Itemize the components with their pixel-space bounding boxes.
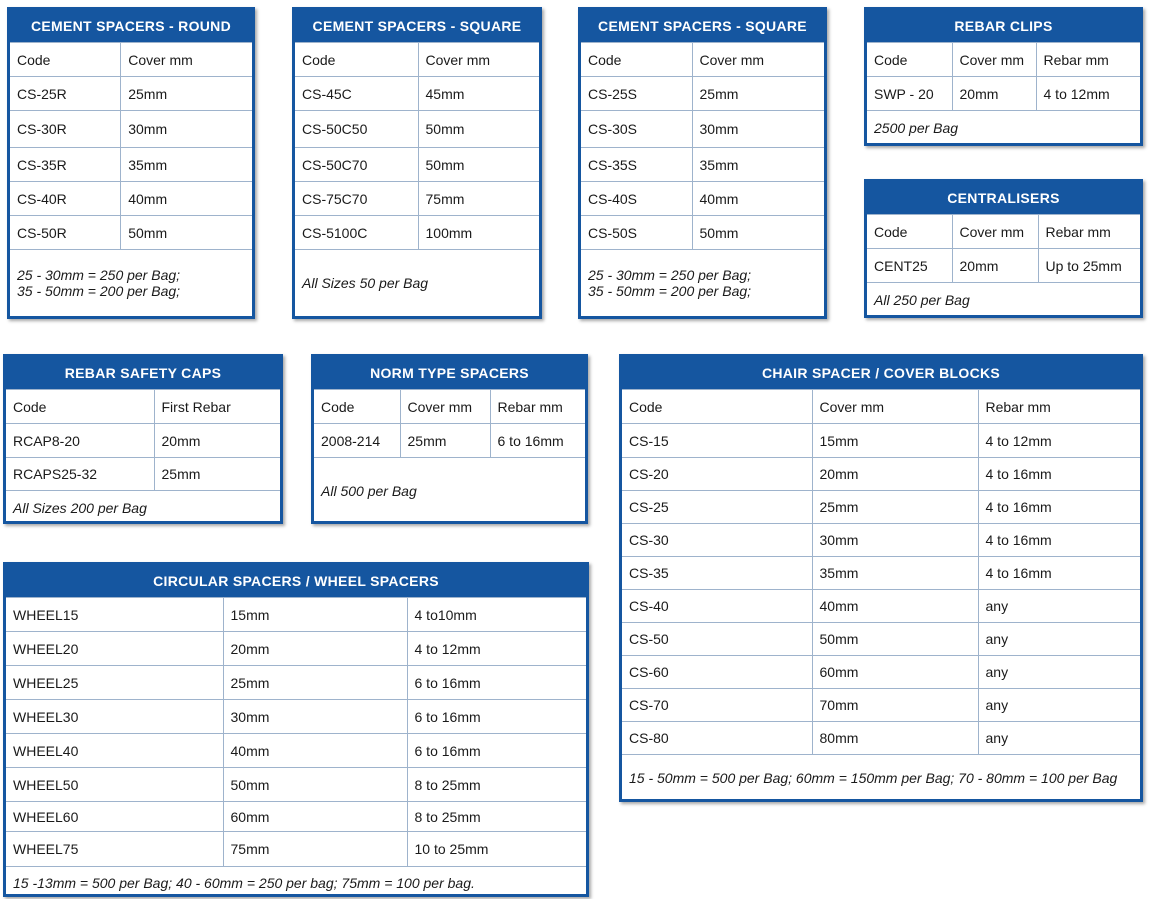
table-cell: Code: [295, 43, 418, 77]
bag-quantity-note: [867, 283, 1140, 316]
table-cell: CS-35R: [10, 148, 121, 182]
table-cell: Cover mm: [692, 43, 824, 77]
table-cell: WHEEL15: [6, 598, 223, 632]
table-cell: 25mm: [400, 424, 490, 458]
table-row: [622, 557, 1140, 590]
bag-quantity-note: [314, 458, 585, 523]
table-cell: Rebar mm: [1038, 215, 1140, 249]
table-cell: CS-40: [622, 590, 812, 623]
table-row: [10, 43, 252, 77]
spec-table: [867, 42, 1140, 111]
table-row: [867, 249, 1140, 283]
bag-quantity-note: [6, 491, 280, 524]
table-cell: 4 to 16mm: [978, 458, 1140, 491]
table-cell: any: [978, 689, 1140, 722]
table-cell: 70mm: [812, 689, 978, 722]
table-row: [314, 424, 585, 458]
table-cell: any: [978, 590, 1140, 623]
note-line: 25 - 30mm = 250 per Bag;: [17, 266, 181, 283]
table-cell: 40mm: [812, 590, 978, 623]
table-row: [295, 111, 539, 148]
table-cell: CS-80: [622, 722, 812, 755]
table-cell: Cover mm: [400, 390, 490, 424]
spec-table: [6, 389, 280, 491]
table-cell: CS-50C50: [295, 111, 418, 148]
table-cell: 6 to 16mm: [407, 666, 586, 700]
table-cell: 40mm: [223, 734, 407, 768]
panel-title: REBAR CLIPS: [867, 10, 1140, 42]
panel-1: [7, 7, 255, 319]
table-row: [10, 77, 252, 111]
table-cell: Cover mm: [952, 43, 1036, 77]
table-cell: 30mm: [121, 111, 252, 148]
spec-table: [295, 42, 539, 250]
panel-title: NORM TYPE SPACERS: [314, 357, 585, 389]
table-cell: CS-25: [622, 491, 812, 524]
table-row: [6, 424, 280, 458]
table-cell: any: [978, 722, 1140, 755]
bag-quantity-note: [10, 250, 252, 315]
table-row: [10, 148, 252, 182]
panel-title: CEMENT SPACERS - ROUND: [10, 10, 252, 42]
table-row: [6, 832, 586, 867]
spec-table: [6, 597, 586, 867]
table-row: [581, 148, 824, 182]
panel-9: [3, 562, 589, 897]
table-cell: CS-30: [622, 524, 812, 557]
table-cell: 30mm: [812, 524, 978, 557]
panel-title: CEMENT SPACERS - SQUARE: [295, 10, 539, 42]
table-cell: 4 to 16mm: [978, 557, 1140, 590]
table-row: [581, 216, 824, 250]
table-cell: WHEEL60: [6, 802, 223, 832]
table-cell: any: [978, 623, 1140, 656]
table-cell: CS-40S: [581, 182, 692, 216]
table-row: [622, 689, 1140, 722]
table-row: [6, 768, 586, 802]
table-cell: Code: [867, 43, 952, 77]
table-cell: CS-75C70: [295, 182, 418, 216]
table-row: [581, 43, 824, 77]
note-line: 15 -13mm = 500 per Bag; 40 - 60mm = 250 per bag; 75mm = 100 per bag.: [13, 875, 475, 891]
table-row: [622, 424, 1140, 458]
table-cell: 25mm: [692, 77, 824, 111]
table-cell: 50mm: [223, 768, 407, 802]
table-row: [10, 182, 252, 216]
table-row: [581, 111, 824, 148]
note-line: 2500 per Bag: [874, 119, 959, 136]
bag-quantity-note: [867, 111, 1140, 144]
table-row: [10, 216, 252, 250]
table-cell: 60mm: [812, 656, 978, 689]
table-row: [622, 491, 1140, 524]
note-line: All Sizes 200 per Bag: [13, 499, 147, 516]
bag-quantity-note: [581, 250, 824, 315]
table-cell: 20mm: [952, 77, 1036, 111]
table-cell: Code: [867, 215, 952, 249]
table-cell: CS-20: [622, 458, 812, 491]
table-row: [867, 215, 1140, 249]
table-cell: CS-30S: [581, 111, 692, 148]
table-cell: CS-50: [622, 623, 812, 656]
table-cell: Rebar mm: [978, 390, 1140, 424]
table-cell: CS-15: [622, 424, 812, 458]
table-row: [622, 656, 1140, 689]
table-cell: 4 to 12mm: [978, 424, 1140, 458]
table-cell: Cover mm: [952, 215, 1038, 249]
table-cell: 80mm: [812, 722, 978, 755]
table-cell: Rebar mm: [1036, 43, 1140, 77]
table-row: [622, 590, 1140, 623]
table-cell: Cover mm: [121, 43, 252, 77]
table-cell: 20mm: [154, 424, 280, 458]
table-cell: 2008-214: [314, 424, 400, 458]
table-cell: 25mm: [121, 77, 252, 111]
table-cell: CS-60: [622, 656, 812, 689]
table-cell: Code: [6, 390, 154, 424]
table-cell: 6 to 16mm: [490, 424, 585, 458]
table-cell: 4 to 16mm: [978, 491, 1140, 524]
table-cell: 25mm: [812, 491, 978, 524]
bag-quantity-note: [622, 755, 1140, 801]
table-cell: 75mm: [418, 182, 539, 216]
table-cell: 15mm: [812, 424, 978, 458]
panel-title: CEMENT SPACERS - SQUARE: [581, 10, 824, 42]
table-row: [6, 390, 280, 424]
table-row: [6, 802, 586, 832]
table-cell: CENT25: [867, 249, 952, 283]
table-row: [6, 458, 280, 491]
table-cell: 25mm: [223, 666, 407, 700]
table-cell: Up to 25mm: [1038, 249, 1140, 283]
table-cell: Cover mm: [812, 390, 978, 424]
table-row: [6, 700, 586, 734]
table-row: [581, 77, 824, 111]
table-cell: 20mm: [952, 249, 1038, 283]
table-cell: 6 to 16mm: [407, 734, 586, 768]
note-line: 25 - 30mm = 250 per Bag;: [588, 266, 752, 283]
note-line: 35 - 50mm = 200 per Bag;: [17, 282, 181, 299]
table-cell: Cover mm: [418, 43, 539, 77]
table-cell: CS-50C70: [295, 148, 418, 182]
table-cell: WHEEL50: [6, 768, 223, 802]
table-cell: CS-35: [622, 557, 812, 590]
table-cell: 35mm: [692, 148, 824, 182]
table-cell: 4 to 12mm: [407, 632, 586, 666]
table-cell: 40mm: [692, 182, 824, 216]
table-cell: 15mm: [223, 598, 407, 632]
table-cell: 8 to 25mm: [407, 802, 586, 832]
spec-table: [622, 389, 1140, 755]
table-cell: 40mm: [121, 182, 252, 216]
table-cell: First Rebar: [154, 390, 280, 424]
table-cell: RCAPS25-32: [6, 458, 154, 491]
table-cell: 8 to 25mm: [407, 768, 586, 802]
table-cell: CS-70: [622, 689, 812, 722]
table-cell: CS-35S: [581, 148, 692, 182]
table-row: [622, 458, 1140, 491]
table-cell: CS-45C: [295, 77, 418, 111]
panel-6: [3, 354, 283, 524]
panel-title: CENTRALISERS: [867, 182, 1140, 214]
table-cell: WHEEL30: [6, 700, 223, 734]
table-cell: SWP - 20: [867, 77, 952, 111]
bag-quantity-note: [295, 250, 539, 315]
table-cell: 20mm: [812, 458, 978, 491]
table-row: [295, 148, 539, 182]
table-cell: CS-25S: [581, 77, 692, 111]
panel-4: [864, 7, 1143, 146]
panel-title: CHAIR SPACER / COVER BLOCKS: [622, 357, 1140, 389]
table-row: [6, 666, 586, 700]
table-cell: 50mm: [812, 623, 978, 656]
note-line: All 250 per Bag: [874, 291, 970, 308]
table-cell: RCAP8-20: [6, 424, 154, 458]
table-row: [867, 77, 1140, 111]
table-row: [6, 632, 586, 666]
spec-table: [10, 42, 252, 250]
table-cell: 4 to10mm: [407, 598, 586, 632]
table-cell: Code: [10, 43, 121, 77]
table-cell: 50mm: [418, 111, 539, 148]
table-row: [314, 390, 585, 424]
table-cell: Code: [622, 390, 812, 424]
table-row: [622, 390, 1140, 424]
table-cell: 20mm: [223, 632, 407, 666]
table-row: [295, 77, 539, 111]
table-cell: WHEEL25: [6, 666, 223, 700]
table-cell: Code: [581, 43, 692, 77]
panel-7: [311, 354, 588, 524]
table-cell: 100mm: [418, 216, 539, 250]
table-row: [295, 43, 539, 77]
table-cell: 60mm: [223, 802, 407, 832]
spec-table: [581, 42, 824, 250]
table-cell: 30mm: [223, 700, 407, 734]
table-row: [622, 524, 1140, 557]
table-cell: 4 to 16mm: [978, 524, 1140, 557]
table-row: [6, 734, 586, 768]
table-cell: CS-25R: [10, 77, 121, 111]
panel-5: [864, 179, 1143, 318]
table-cell: 4 to 12mm: [1036, 77, 1140, 111]
panel-2: [292, 7, 542, 319]
spec-table: [867, 214, 1140, 283]
table-row: [10, 111, 252, 148]
table-row: [581, 182, 824, 216]
table-cell: 35mm: [121, 148, 252, 182]
table-cell: CS-30R: [10, 111, 121, 148]
table-row: [622, 722, 1140, 755]
table-cell: 25mm: [154, 458, 280, 491]
table-cell: Code: [314, 390, 400, 424]
table-row: [295, 182, 539, 216]
table-cell: CS-50S: [581, 216, 692, 250]
note-line: 15 - 50mm = 500 per Bag; 60mm = 150mm per Bag; 70 - 80mm = 100 per Bag: [629, 770, 1118, 786]
table-cell: 30mm: [692, 111, 824, 148]
table-cell: 6 to 16mm: [407, 700, 586, 734]
panel-8: [619, 354, 1143, 802]
table-cell: 75mm: [223, 832, 407, 867]
table-cell: 50mm: [121, 216, 252, 250]
table-cell: WHEEL40: [6, 734, 223, 768]
note-line: All Sizes 50 per Bag: [302, 274, 429, 291]
table-cell: Rebar mm: [490, 390, 585, 424]
table-cell: 45mm: [418, 77, 539, 111]
note-line: All 500 per Bag: [321, 482, 417, 499]
table-cell: 10 to 25mm: [407, 832, 586, 867]
table-row: [6, 598, 586, 632]
table-cell: 50mm: [692, 216, 824, 250]
table-cell: CS-5100C: [295, 216, 418, 250]
table-cell: WHEEL75: [6, 832, 223, 867]
table-cell: 50mm: [418, 148, 539, 182]
table-cell: WHEEL20: [6, 632, 223, 666]
table-cell: 35mm: [812, 557, 978, 590]
table-row: [295, 216, 539, 250]
table-row: [867, 43, 1140, 77]
note-line: 35 - 50mm = 200 per Bag;: [588, 282, 752, 299]
spec-table: [314, 389, 585, 458]
table-row: [622, 623, 1140, 656]
panel-3: [578, 7, 827, 319]
panel-title: CIRCULAR SPACERS / WHEEL SPACERS: [6, 565, 586, 597]
table-cell: CS-40R: [10, 182, 121, 216]
panel-title: REBAR SAFETY CAPS: [6, 357, 280, 389]
table-cell: CS-50R: [10, 216, 121, 250]
table-cell: any: [978, 656, 1140, 689]
bag-quantity-note: [6, 867, 586, 899]
